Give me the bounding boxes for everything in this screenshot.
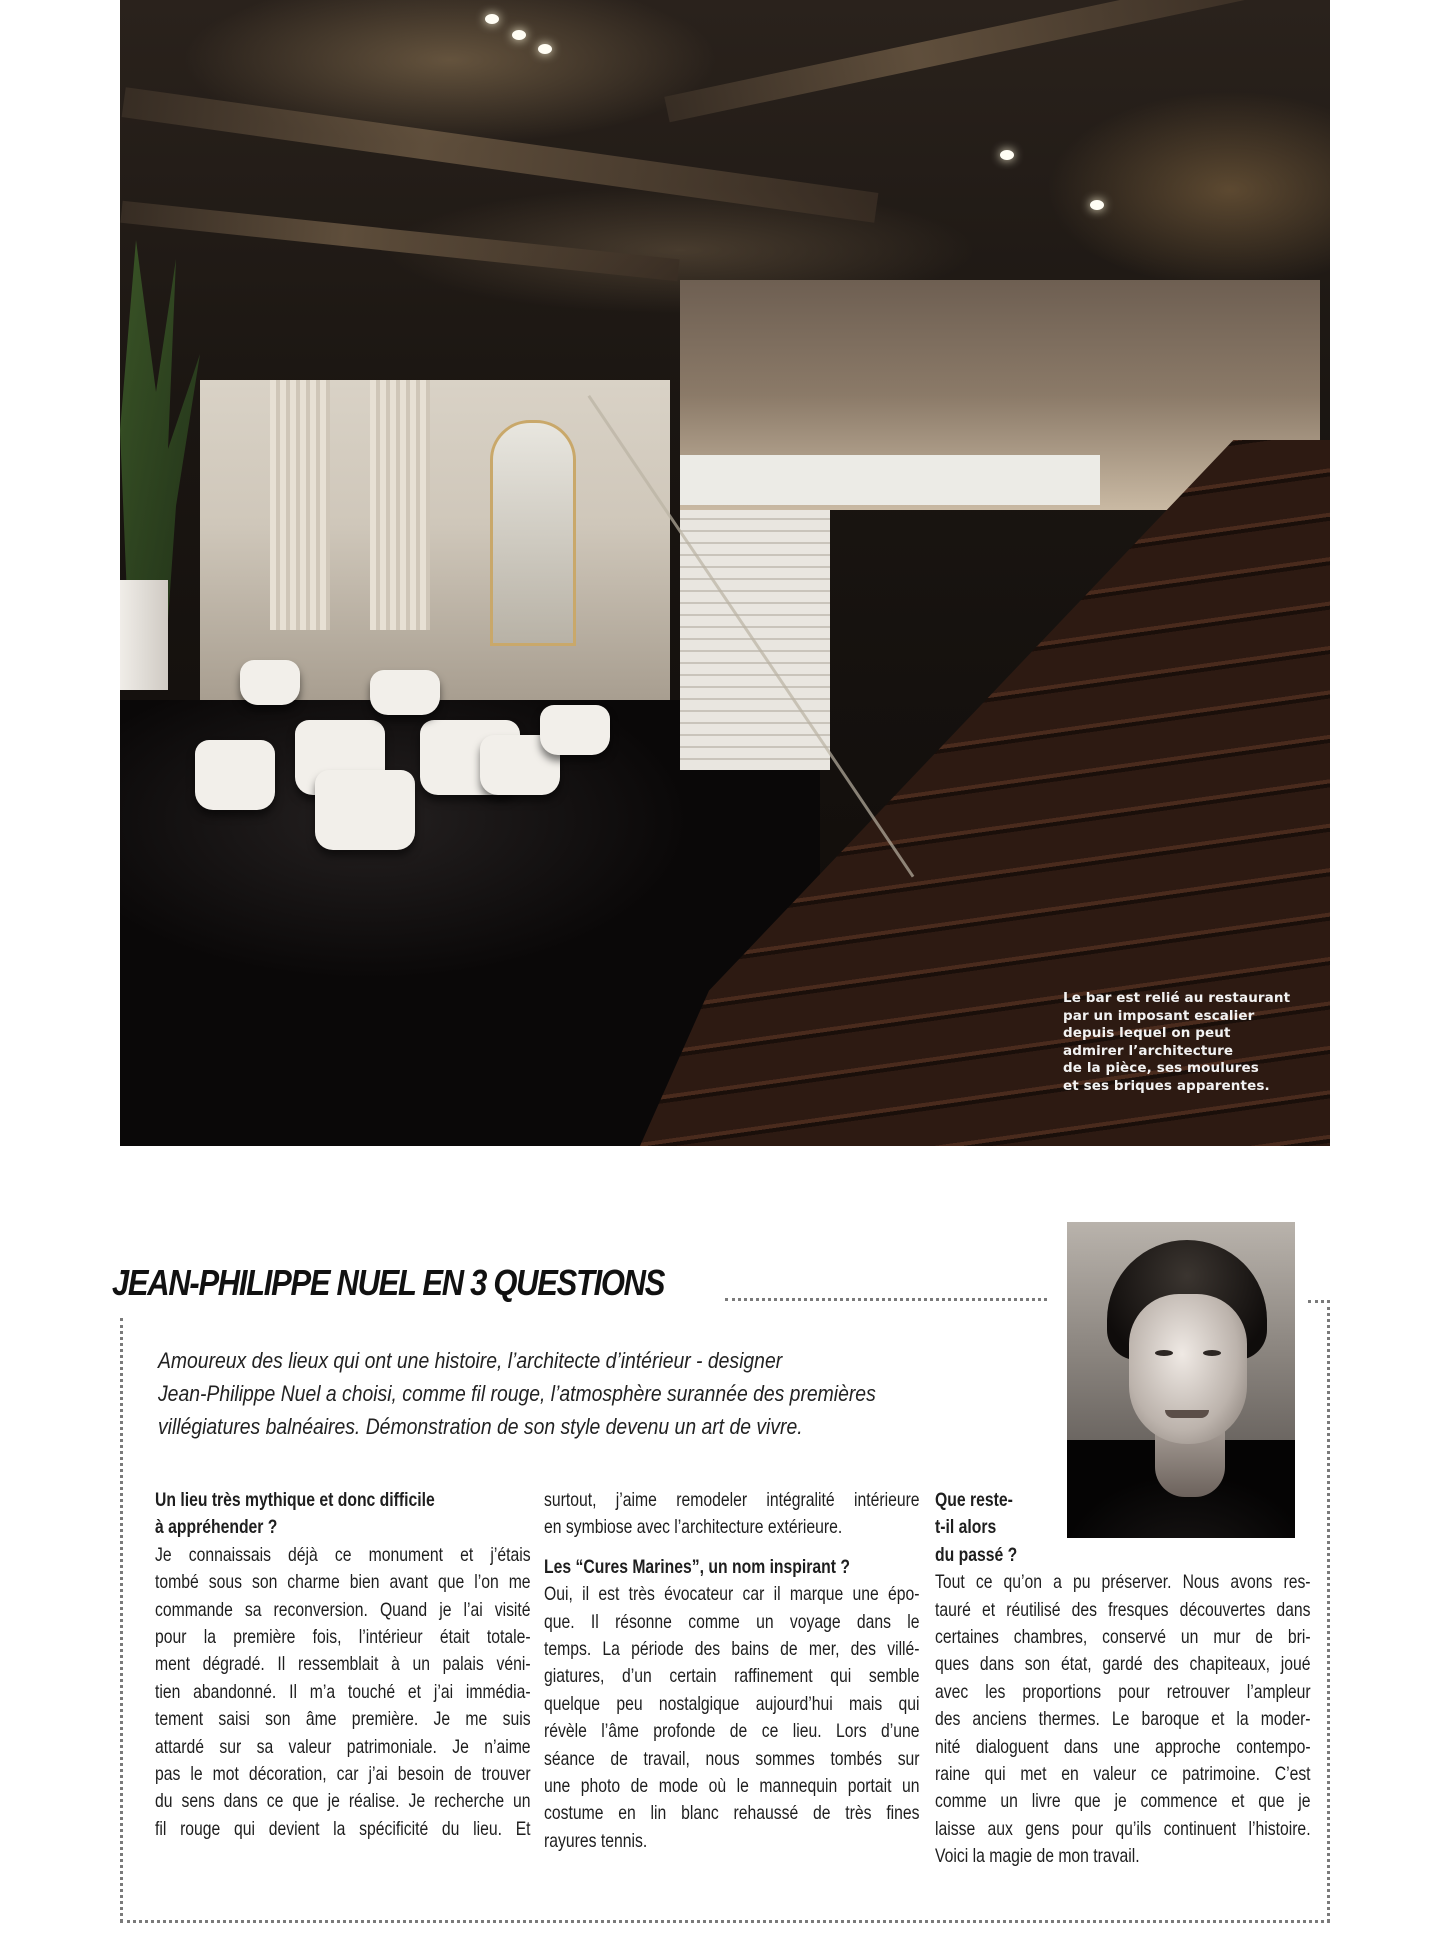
intro-line: villégiatures balnéaires. Démonstration de son style devenu un art de vivre.: [158, 1414, 803, 1439]
frame-dotted-border-left: [120, 1318, 123, 1922]
answer-line: tien abandonné. Il m’a touché et j’ai immédia-: [155, 1681, 531, 1703]
answer-line: Oui, il est très évocateur car il marque une épo-: [544, 1584, 920, 1606]
ceiling-molding: [122, 87, 879, 222]
answer-line: ques dans son état, gardé des chapiteaux, joué: [935, 1654, 1311, 1676]
question-heading: Que reste-: [935, 1490, 1013, 1511]
question-heading: à appréhender ?: [155, 1517, 278, 1539]
paragraph-gap: [544, 1542, 920, 1554]
answer-line: révèle l’âme profonde de ce lieu. Lors d’une: [544, 1721, 920, 1743]
answer-line: quelque peu nostalgique aujourd’hui mais qui: [544, 1693, 920, 1715]
answer-line: séance de travail, nous sommes tombés sur: [544, 1748, 920, 1770]
mezzanine-balustrade: [680, 455, 1100, 505]
answer-line: Voici la magie de mon travail.: [935, 1846, 1140, 1868]
answer-line: pas le mot décoration, car j’ai besoin de trouver: [155, 1764, 531, 1786]
answer-line: Tout ce qu’on a pu préserver. Nous avons res-: [935, 1572, 1311, 1594]
sidebar-intro: [158, 1344, 932, 1443]
answer-line: temps. La période des bains de mer, des villé-: [544, 1639, 920, 1661]
ceiling-light: [512, 30, 526, 40]
answer-line: une photo de mode où le mannequin portait un: [544, 1776, 920, 1798]
answer-line: des anciens thermes. Le baroque et la moder-: [935, 1709, 1311, 1731]
question-heading: du passé ?: [935, 1544, 1018, 1566]
answer-line: certaines chambres, conservé un mur de bri-: [935, 1627, 1311, 1649]
caption-line: admirer l’architecture: [1063, 1042, 1234, 1059]
answer-line: en symbiose avec l’architecture extérieure.: [544, 1517, 843, 1539]
answer-line: rayures tennis.: [544, 1830, 648, 1852]
answer-line: costume en lin blanc rehaussé de très fines: [544, 1803, 920, 1825]
portrait-eye: [1155, 1350, 1173, 1356]
ceiling-molding: [120, 201, 679, 281]
caption-line: de la pièce, ses moulures: [1063, 1060, 1259, 1076]
column-3: [935, 1487, 1311, 1871]
caption-line: par un imposant escalier: [1063, 1007, 1255, 1024]
sidebar-title: JEAN-PHILIPPE NUEL EN 3 QUESTIONS: [112, 1262, 665, 1303]
answer-line: surtout, j’aime remodeler intégralité intérieure: [544, 1490, 920, 1511]
ceiling-molding: [664, 0, 1295, 122]
caption-line: Le bar est relié au restaurant: [1063, 990, 1291, 1006]
portrait-face: [1129, 1294, 1247, 1444]
answer-line: tement saisi son âme première. Je me suis: [155, 1709, 531, 1731]
chair: [195, 740, 275, 810]
question-heading: Les “Cures Marines”, un nom inspirant ?: [544, 1556, 850, 1578]
portrait-eye: [1203, 1350, 1221, 1356]
ceiling-light: [485, 14, 499, 24]
column-2: [544, 1487, 920, 1855]
answer-line: giatures, d’un certain raffinement qui semble: [544, 1666, 920, 1688]
plant-pot: [120, 580, 168, 690]
curtain: [270, 380, 330, 630]
chair: [240, 660, 300, 705]
portrait-smile: [1165, 1410, 1209, 1418]
curtain: [370, 380, 430, 630]
answer-line: pour la première fois, l’intérieur était totale-: [155, 1627, 531, 1649]
answer-line: comme un livre que je commence et que je: [935, 1791, 1311, 1813]
answer-line: commande sa reconversion. Quand je l’ai visité: [155, 1599, 531, 1621]
answer-line: fil rouge qui devient la spécificité du lieu. Et: [155, 1818, 531, 1840]
answer-line: ment dégradé. Il ressemblait à un palais véni-: [155, 1654, 531, 1676]
question-heading: Un lieu très mythique et donc difficile: [155, 1490, 435, 1511]
ceiling-light: [1000, 150, 1014, 160]
frame-dotted-border-bottom: [120, 1920, 1330, 1923]
photo-caption: [1063, 990, 1313, 1095]
answer-line: tauré et réutilisé des fresques découvertes dans: [935, 1599, 1311, 1621]
restaurant-photo: [120, 0, 1330, 1146]
answer-line: laisse aux gens pour qu’ils continuent l’histoire.: [935, 1818, 1311, 1840]
answer-line: Je connaissais déjà ce monument et j’étais: [155, 1544, 531, 1566]
title-dotted-rule: [725, 1298, 1047, 1301]
intro-line: Amoureux des lieux qui ont une histoire, l’architecte d’intérieur - designer: [158, 1348, 783, 1373]
intro-line: Jean-Philippe Nuel a choisi, comme fil rouge, l’atmosphère surannée des premières: [158, 1381, 876, 1406]
frame-dotted-border-right: [1327, 1300, 1330, 1922]
plant: [120, 240, 200, 620]
answer-line: raine qui met en valeur ce patrimoine. C’est: [935, 1764, 1311, 1786]
caption-line: depuis lequel on peut: [1063, 1025, 1231, 1041]
arched-window: [490, 420, 576, 646]
answer-line: nité dialoguent dans une approche contempo-: [935, 1736, 1311, 1758]
caption-line: et ses briques apparentes.: [1063, 1077, 1270, 1094]
chair: [370, 670, 440, 715]
answer-line: du sens dans ce que je réalise. Je recherche un: [155, 1791, 531, 1813]
ceiling-light: [1090, 200, 1104, 210]
answer-line: que. Il résonne comme un voyage dans le: [544, 1611, 920, 1633]
question-heading: t-il alors: [935, 1517, 997, 1539]
ceiling-light: [538, 44, 552, 54]
column-1: [155, 1487, 531, 1843]
answer-line: attardé sur sa valeur patrimoniale. Je n’aime: [155, 1736, 531, 1758]
chair: [540, 705, 610, 755]
answer-line: tombé sous son charme bien avant que l’on me: [155, 1572, 531, 1594]
chair: [315, 770, 415, 850]
answer-line: avec les proportions pour retrouver l’ampleur: [935, 1681, 1311, 1703]
